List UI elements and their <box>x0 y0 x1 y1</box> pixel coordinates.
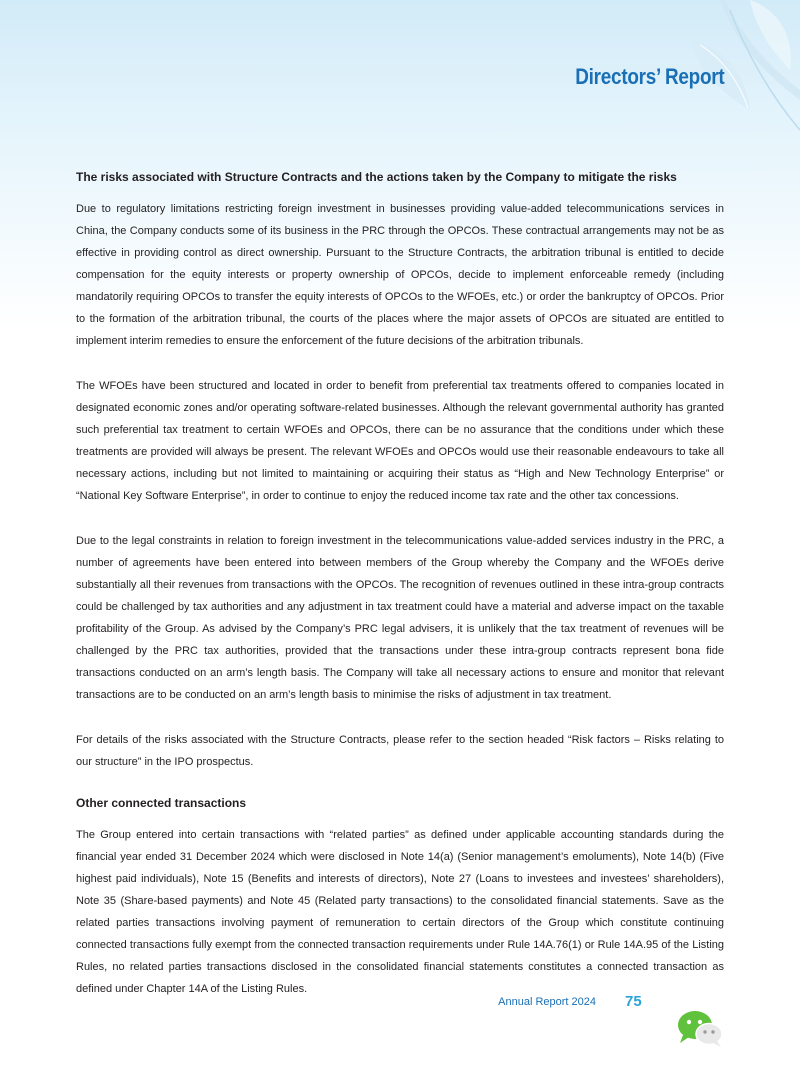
paragraph: For details of the risks associated with the Structure Contracts, please refer to the section headed “Risk factors – Risks relating to our structure” in the IPO prospectus. <box>76 734 724 768</box>
section-heading-other-connected: Other connected transactions <box>76 796 247 810</box>
paragraph: Due to the legal constraints in relation to foreign investment in the telecommunications value-added services industry in the PRC, a number of agreements have been entered into between members of the Group whereby the Company and the WFOEs derive substantially all their revenues from transactions with the OPCOs. The recognition of revenues outlined in these intra-group contracts could be challenged by tax authorities and any adjustment in tax treatment could have a material and adverse impact on the taxable profitability of the Group. As advised by the Company’s PRC legal advisers, it is unlikely that the tax treatment of revenues will be challenged by the PRC tax authorities, provided that the transactions under these intra-group contracts represent bona fide transactions conducted on an arm’s length basis. The Company will take all necessary actions to ensure and monitor that relevant transactions are to be conducted on an arm’s length basis to minimise the risks of adjustment in tax treatment. <box>76 535 724 701</box>
paragraph: The Group entered into certain transactions with “related parties” as defined under applicable accounting standards during the financial year ended 31 December 2024 which were disclosed in Note 14(a) (Senior management’s emoluments), Note 14(b) (Five highest paid individuals), Note 15 (Benefits and interests of directors), Note 27 (Loans to investees and investees’ shareholders), Note 35 (Share-based payments) and Note 45 (Related party transactions) to the consolidated financial statements. Save as the related parties transactions involving payment of remuneration to certain directors of the Group which constitute continuing connected transactions fully exempt from the connected transaction requirements under Rule 14A.76(1) or Rule 14A.95 of the Listing Rules, no related parties transactions disclosed in the consolidated financial statements constitutes a connected transaction as defined under Chapter 14A of the Listing Rules. <box>76 829 724 995</box>
paragraph: The WFOEs have been structured and located in order to benefit from preferential tax treatments offered to companies located in designated economic zones and/or operating software-related businesses. Although the relevant governmental authority has granted such preferential tax treatment to certain WFOEs and OPCOs, there can be no assurance that the conditions under which these treatments are provided will always be present. The relevant WFOEs and OPCOs would use their reasonable endeavours to take all necessary actions, including but not limited to maintaining or acquiring their status as “High and New Technology Enterprise” or “National Key Software Enterprise”, in order to continue to enjoy the reduced income tax rate and the other tax concessions. <box>76 380 724 502</box>
footer-report-name: Annual Report 2024 <box>498 996 596 1008</box>
paragraph: Due to regulatory limitations restricting foreign investment in businesses providing value-added telecommunications services in China, the Company conducts some of its business in the PRC through the OPCOs. These contractual arrangements may not be as effective in providing control as direct ownership. Pursuant to the Structure Contracts, the arbitration tribunal is entitled to decide compensation for the equity interests or property ownership of OPCOs, decide to implement enforceable remedy (including mandatorily requiring OPCOs to transfer the equity interests of OPCOs to the WFOEs, etc.) or order the bankruptcy of OPCOs. Prior to the formation of the arbitration tribunal, the courts of the places where the major assets of OPCOs are situated are entitled to implement interim remedies to ensure the enforcement of the future decisions of the arbitration tribunals. <box>76 203 724 347</box>
page-number: 75 <box>625 993 642 1010</box>
section-heading-structure-risks: The risks associated with Structure Contracts and the actions taken by the Company to mitigate the risks <box>76 170 677 184</box>
wechat-icon <box>675 1010 725 1048</box>
report-body <box>76 170 724 1023</box>
page-title: Directors’ Report <box>574 64 724 89</box>
page-footer <box>0 993 800 1056</box>
